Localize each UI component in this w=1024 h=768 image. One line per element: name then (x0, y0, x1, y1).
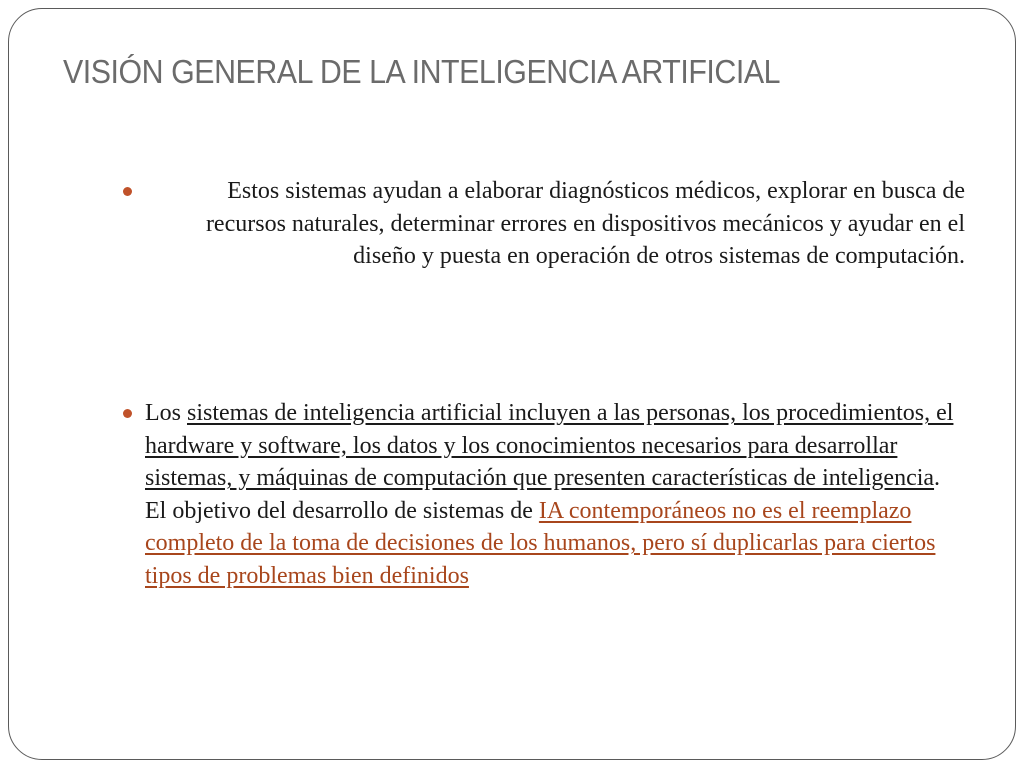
bullet-2-middle-text: . El objetivo del desarrollo de sistemas de (145, 465, 941, 524)
bullet-1-text: Estos sistemas ayudan a elaborar diagnósticos médicos, explorar en busca de recursos naturales, determinar errores en dispositivos mecánicos y ayudar en el diseño y puesta en operación de otros sistemas de computación. (205, 178, 965, 269)
bullet-2-prefix: Los (145, 400, 187, 426)
slide-title: VISIÓN GENERAL DE LA INTELIGENCIA ARTIFICIAL (63, 53, 781, 90)
bullet-marker-icon (123, 409, 132, 418)
bullet-marker-icon (123, 187, 132, 196)
bullet-2-underlined-text: sistemas de inteligencia artificial incluyen a las personas, los procedimientos, el hardware y software, los datos y los conocimientos necesarios para desarrollar sistemas, y máquinas de computación que presenten características de inteligencia (145, 400, 954, 491)
bullet-item-2 (145, 397, 965, 592)
bullet-item-1 (145, 175, 965, 273)
slide-frame (8, 8, 1016, 760)
bullet-2-link[interactable]: IA contemporáneos no es el reemplazo completo de la toma de decisiones de los humanos, pero sí duplicarlas para ciertos tipos de problemas bien definidos (145, 497, 936, 589)
